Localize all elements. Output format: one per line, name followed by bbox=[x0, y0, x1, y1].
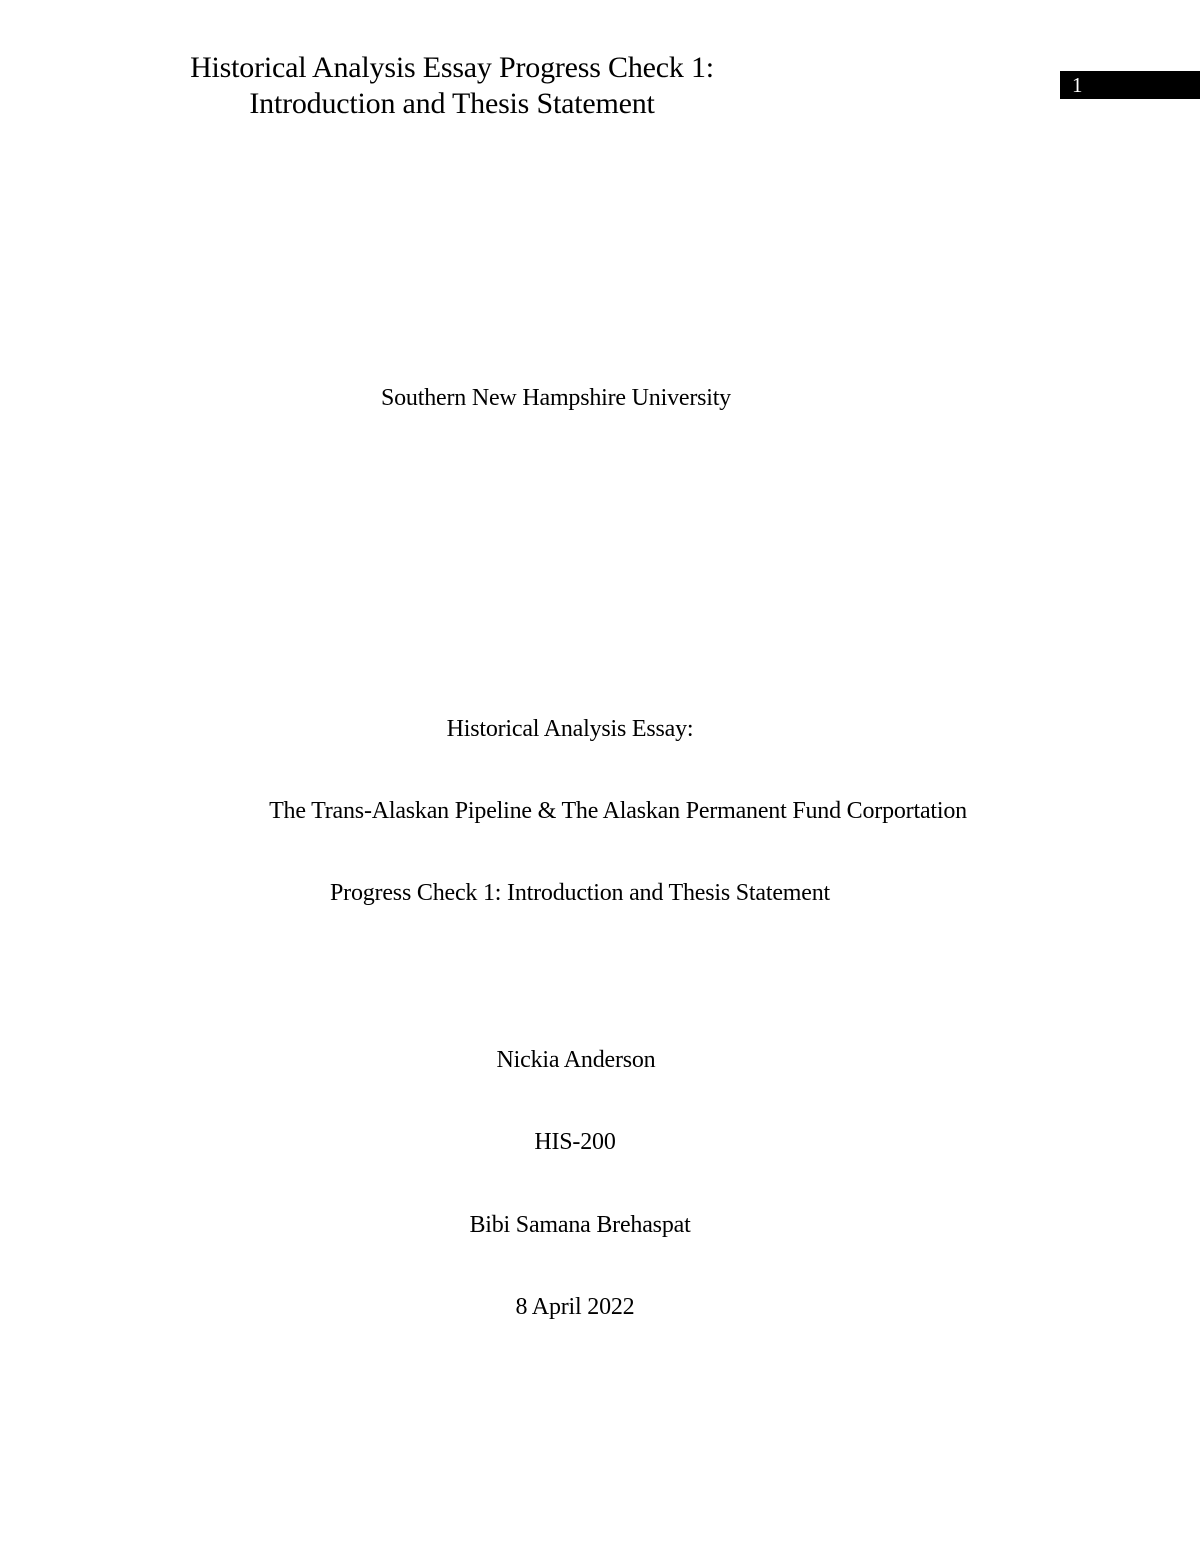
essay-label: Historical Analysis Essay: bbox=[446, 716, 694, 742]
submission-date: 8 April 2022 bbox=[515, 1294, 635, 1320]
course-code: HIS-200 bbox=[534, 1129, 616, 1155]
header-title-line-2: Introduction and Thesis Statement bbox=[249, 87, 655, 120]
instructor-name: Bibi Samana Brehaspat bbox=[469, 1212, 691, 1238]
author-name: Nickia Anderson bbox=[496, 1047, 656, 1073]
university-name: Southern New Hampshire University bbox=[380, 385, 731, 411]
progress-check-title: Progress Check 1: Introduction and Thesis Statement bbox=[330, 880, 830, 906]
page-number-badge: 1 bbox=[1060, 71, 1200, 99]
running-header-title bbox=[150, 50, 754, 122]
header-title-line-1: Historical Analysis Essay Progress Check 1: bbox=[190, 51, 714, 84]
essay-title: The Trans-Alaskan Pipeline & The Alaskan Permanent Fund Corportation bbox=[269, 798, 967, 824]
